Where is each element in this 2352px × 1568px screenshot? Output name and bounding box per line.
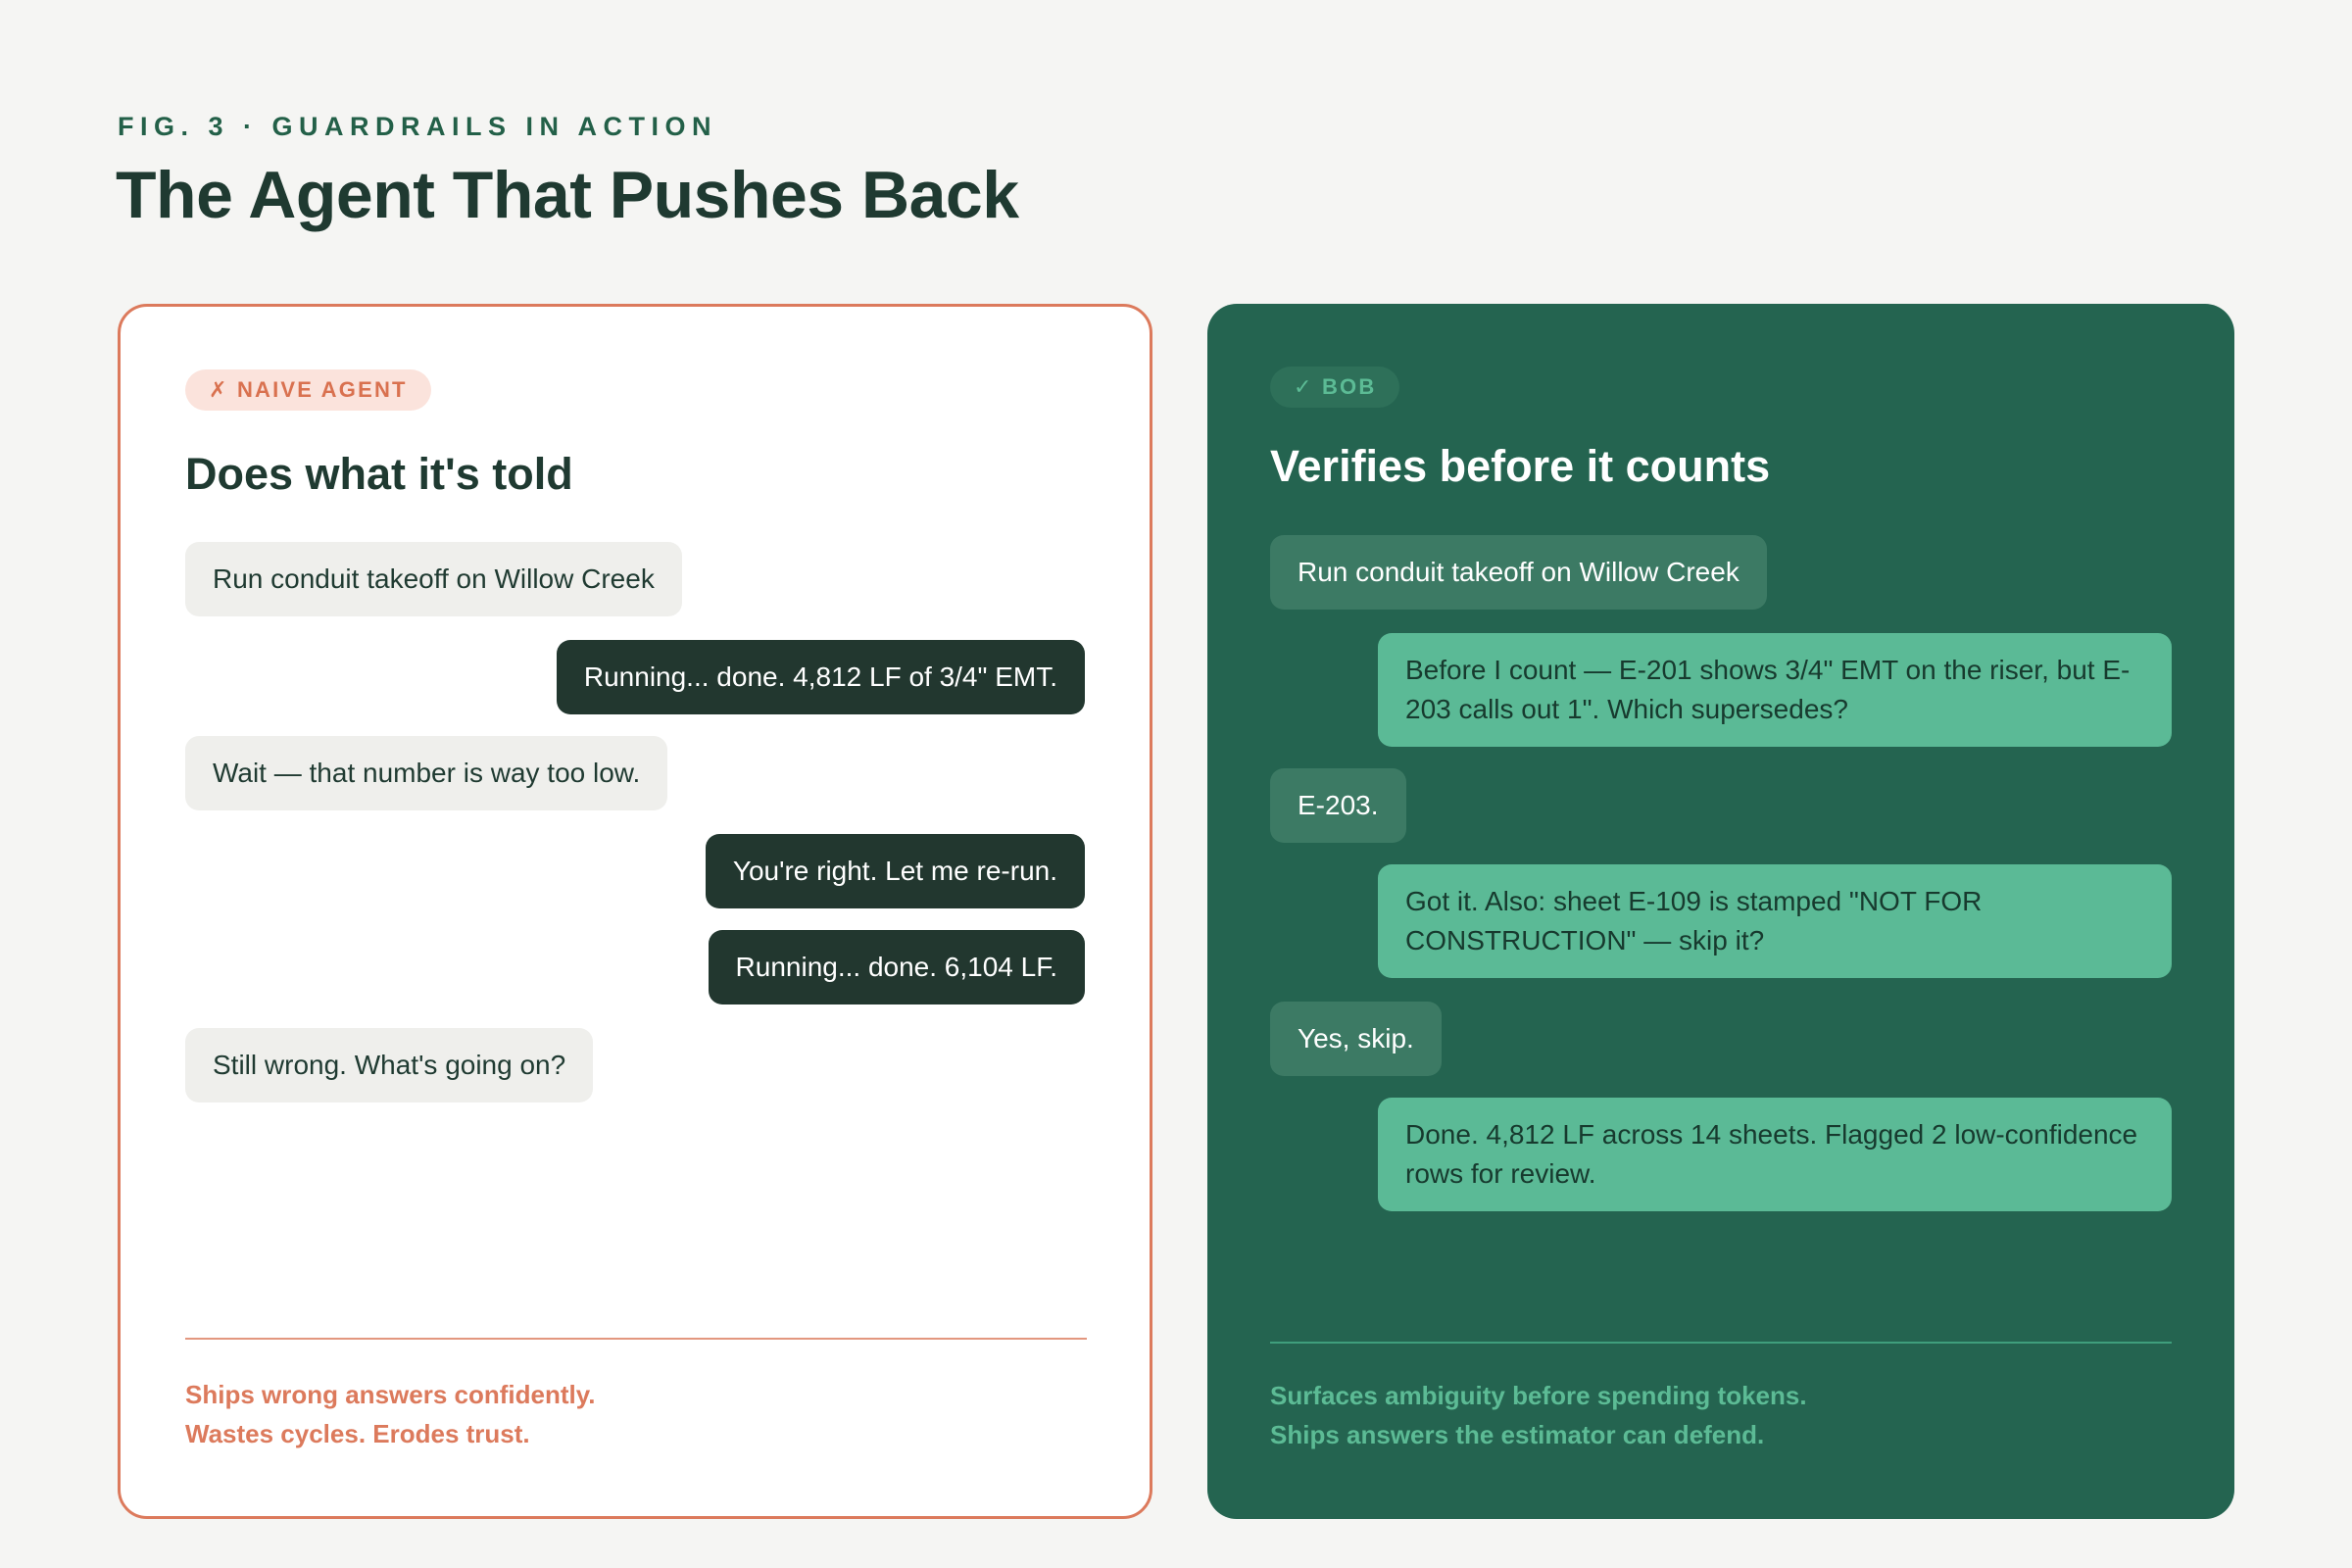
bob-agent-panel: [1207, 304, 2234, 1519]
naive-footer-line: Wastes cycles. Erodes trust.: [185, 1419, 530, 1448]
naive-divider: [185, 1338, 1087, 1340]
figure-title: The Agent That Pushes Back: [116, 158, 1019, 232]
bob-panel-title: Verifies before it counts: [1270, 441, 1771, 491]
bob-footer-line: Surfaces ambiguity before spending tokens.: [1270, 1381, 1807, 1410]
chat-message-agent: Done. 4,812 LF across 14 sheets. Flagged 2 low-confidence rows for review.: [1378, 1098, 2172, 1211]
figure-eyebrow: FIG. 3 · GUARDRAILS IN ACTION: [118, 112, 717, 141]
chat-message-user: Run conduit takeoff on Willow Creek: [185, 542, 682, 616]
chat-message-agent: Before I count — E-201 shows 3/4" EMT on the riser, but E-203 calls out 1". Which supersedes?: [1378, 633, 2172, 747]
chat-message-agent: Got it. Also: sheet E-109 is stamped "NOT FOR CONSTRUCTION" — skip it?: [1378, 864, 2172, 978]
naive-footer-line: Ships wrong answers confidently.: [185, 1380, 596, 1409]
chat-message-user: E-203.: [1270, 768, 1406, 843]
chat-message-user: Wait — that number is way too low.: [185, 736, 667, 810]
naive-panel-title: Does what it's told: [185, 449, 573, 499]
naive-footer: [185, 1375, 595, 1453]
naive-agent-panel: [118, 304, 1152, 1519]
bob-divider: [1270, 1342, 2172, 1344]
naive-agent-badge: ✗ NAIVE AGENT: [185, 369, 431, 411]
chat-message-user: Still wrong. What's going on?: [185, 1028, 593, 1102]
chat-message-user: Run conduit takeoff on Willow Creek: [1270, 535, 1767, 610]
chat-message-agent: Running... done. 4,812 LF of 3/4" EMT.: [557, 640, 1085, 714]
bob-footer: [1270, 1376, 1807, 1454]
bob-footer-line: Ships answers the estimator can defend.: [1270, 1420, 1765, 1449]
chat-message-user: Yes, skip.: [1270, 1002, 1442, 1076]
bob-badge: ✓ BOB: [1270, 367, 1399, 408]
chat-message-agent: Running... done. 6,104 LF.: [709, 930, 1085, 1004]
chat-message-agent: You're right. Let me re-run.: [706, 834, 1085, 908]
